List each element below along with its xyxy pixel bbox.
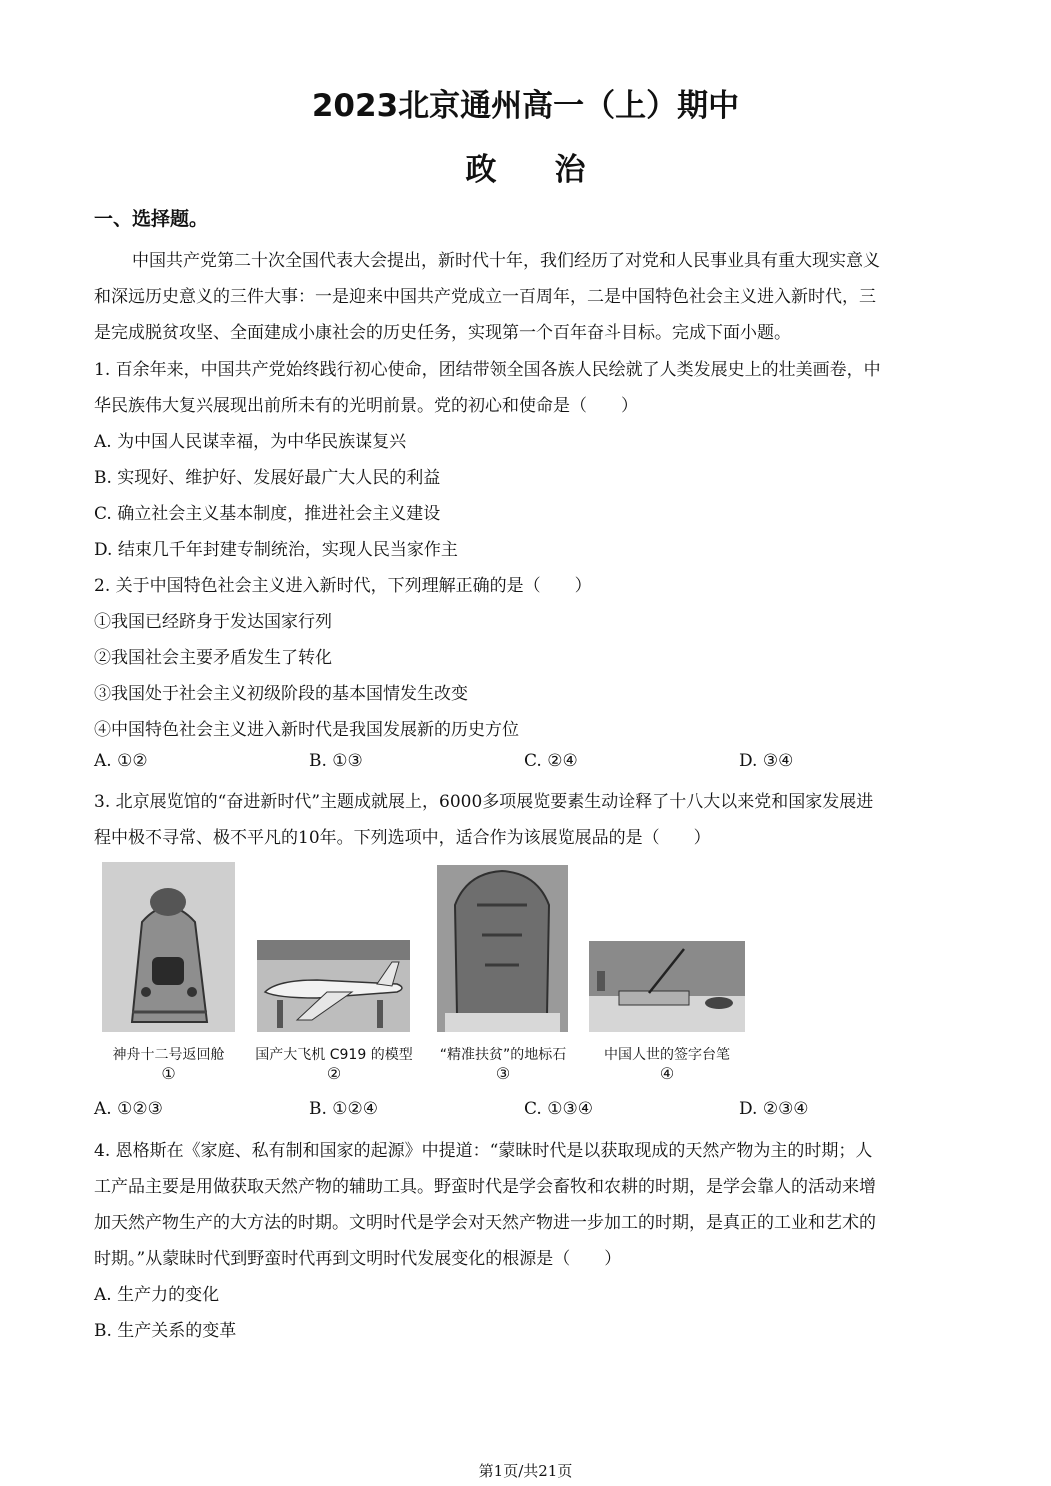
figure-number: ③ bbox=[495, 1064, 511, 1083]
intro-line: 是完成脱贫攻坚、全面建成小康社会的历史任务，实现第一个百年奋斗目标。完成下面小题。 bbox=[94, 323, 791, 343]
figure-caption: 国产大飞机 C919 的模型 bbox=[255, 1047, 413, 1063]
figure-caption: “精准扶贫”的地标石 bbox=[439, 1047, 567, 1063]
signing-pen-icon bbox=[589, 941, 745, 1032]
question-3-option-c: C. ①③④ bbox=[524, 1099, 593, 1119]
question-4-option-a: A. 生产力的变化 bbox=[94, 1285, 220, 1305]
spacecraft-capsule-photo bbox=[102, 862, 235, 1032]
question-1-stem: 1. 百余年来，中国共产党始终践行初心使命，团结带领全国各族人民绘就了人类发展史上的壮美画卷，中 bbox=[94, 360, 881, 380]
question-1-option-a: A. 为中国人民谋幸福，为中华民族谋复兴 bbox=[94, 432, 407, 452]
exam-title: 2023北京通州高一（上）期中 bbox=[311, 88, 740, 124]
question-2-statement: ③我国处于社会主义初级阶段的基本国情发生改变 bbox=[94, 684, 468, 704]
figure-number: ① bbox=[161, 1064, 176, 1083]
airplane-icon bbox=[257, 940, 410, 1032]
question-4-stem: 4. 恩格斯在《家庭、私有制和国家的起源》中提道：“蒙昧时代是以获取现成的天然产物为主的时期；人 bbox=[94, 1141, 873, 1161]
figure-number: ④ bbox=[659, 1064, 675, 1083]
question-1-option-c: C. 确立社会主义基本制度，推进社会主义建设 bbox=[94, 504, 441, 524]
question-2-option-a: A. ①② bbox=[94, 751, 148, 771]
subject-title: 政治 bbox=[465, 152, 644, 188]
question-4-stem: 加天然产物生产的大方法的时期。文明时代是学会对天然产物进一步加工的时期，是真正的工业和艺术的 bbox=[94, 1213, 876, 1233]
question-1-option-b: B. 实现好、维护好、发展好最广大人民的利益 bbox=[94, 468, 441, 488]
intro-line: 和深远历史意义的三件大事：一是迎来中国共产党成立一百周年，二是中国特色社会主义进入新时代，三 bbox=[94, 287, 876, 307]
intro-line: 中国共产党第二十次全国代表大会提出，新时代十年，我们经历了对党和人民事业具有重大现实意义 bbox=[132, 251, 880, 271]
question-1-stem: 华民族伟大复兴展现出前所未有的光明前景。党的初心和使命是（ ） bbox=[94, 396, 638, 416]
signing-pen-photo bbox=[589, 941, 745, 1032]
landmark-stone-photo bbox=[437, 865, 568, 1032]
section-heading: 一、选择题。 bbox=[94, 208, 209, 230]
question-3-stem: 程中极不寻常、极不平凡的10年。下列选项中，适合作为该展览展品的是（ ） bbox=[94, 828, 711, 848]
question-3-option-b: B. ①②④ bbox=[309, 1099, 379, 1119]
airplane-model-photo bbox=[257, 940, 410, 1032]
page-number: 第1页/共21页 bbox=[478, 1462, 573, 1480]
question-2-option-d: D. ③④ bbox=[739, 751, 794, 771]
spacecraft-capsule-icon bbox=[102, 862, 235, 1032]
question-4-stem: 时期。”从蒙昧时代到野蛮时代再到文明时代发展变化的根源是（ ） bbox=[94, 1249, 622, 1269]
question-2-stem: 2. 关于中国特色社会主义进入新时代，下列理解正确的是（ ） bbox=[94, 576, 592, 596]
question-2-option-c: C. ②④ bbox=[524, 751, 578, 771]
question-2-statement: ④中国特色社会主义进入新时代是我国发展新的历史方位 bbox=[94, 720, 519, 740]
landmark-stone-icon bbox=[437, 865, 568, 1032]
figure-caption: 神舟十二号返回舱 bbox=[112, 1047, 225, 1063]
question-2-option-b: B. ①③ bbox=[309, 751, 363, 771]
question-4-stem: 工产品主要是用做获取天然产物的辅助工具。野蛮时代是学会畜牧和农耕的时期，是学会靠人的活动来增 bbox=[94, 1177, 876, 1197]
question-4-option-b: B. 生产关系的变革 bbox=[94, 1321, 237, 1341]
question-2-statement: ②我国社会主要矛盾发生了转化 bbox=[94, 648, 332, 668]
question-1-option-d: D. 结束几千年封建专制统治，实现人民当家作主 bbox=[94, 540, 458, 560]
question-3-option-d: D. ②③④ bbox=[739, 1099, 809, 1119]
figure-caption: 中国人世的签字台笔 bbox=[604, 1047, 730, 1063]
question-3-option-a: A. ①②③ bbox=[94, 1099, 163, 1119]
question-2-statement: ①我国已经跻身于发达国家行列 bbox=[94, 612, 332, 632]
figure-number: ② bbox=[326, 1064, 342, 1083]
question-3-stem: 3. 北京展览馆的“奋进新时代”主题成就展上，6000多项展览要素生动诠释了十八大以来党和国家发展进 bbox=[94, 792, 874, 812]
